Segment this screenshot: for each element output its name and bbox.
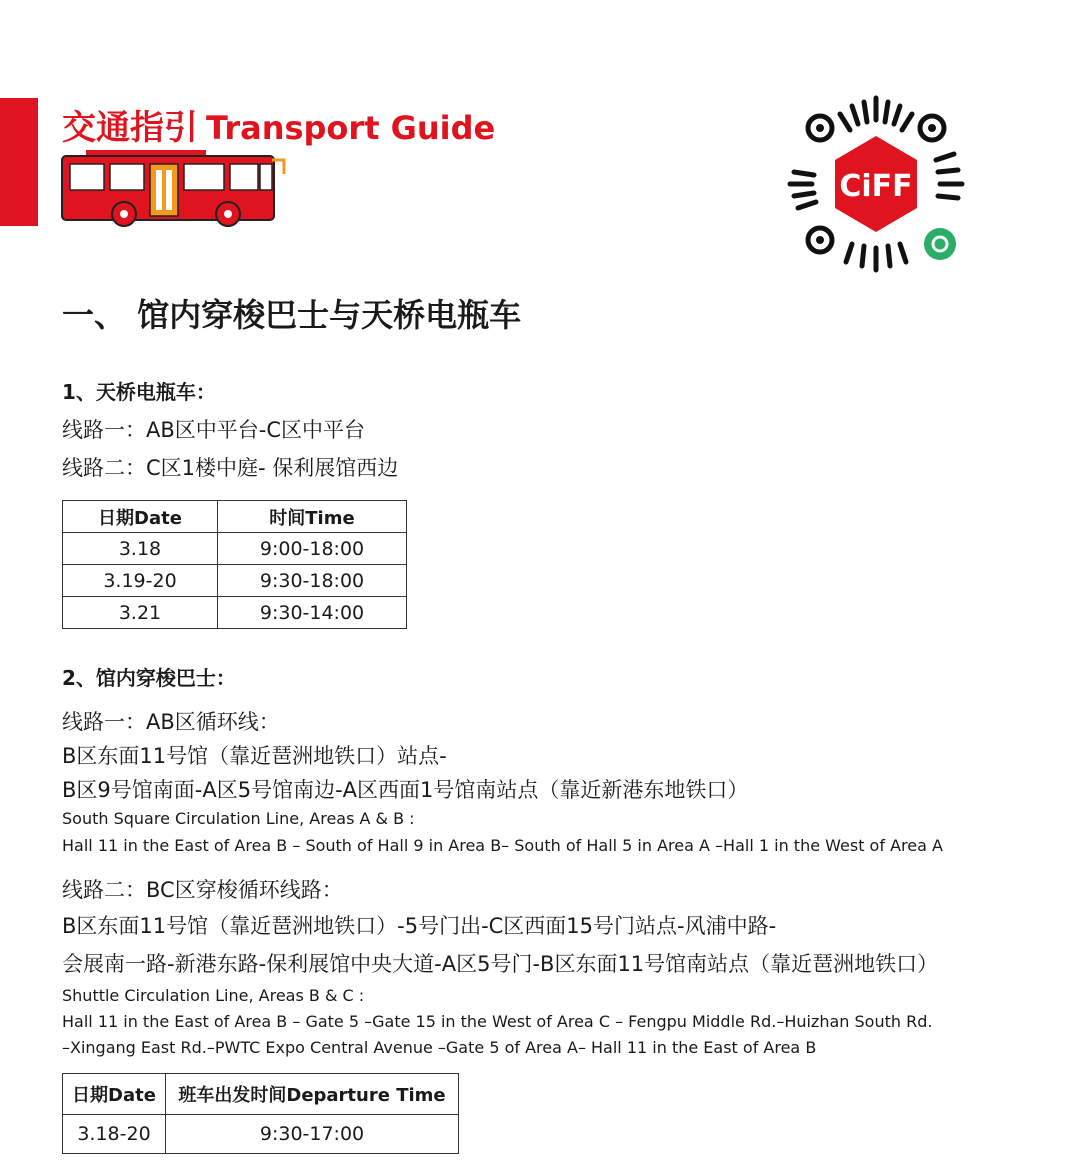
shuttle-route-1-line-1: B区东面11号馆（靠近琶洲地铁口）站点- [62, 744, 447, 768]
table-header-row [63, 1074, 459, 1115]
section-title: 一、 馆内穿梭巴士与天桥电瓶车 [62, 296, 522, 334]
title-cn: 交通指引 [62, 108, 198, 148]
shuttle-route-1-line-2: B区9号馆南面-A区5号馆南边-A区西面1号馆南站点（靠近新港东地铁口） [62, 778, 749, 802]
shuttle-route-2-en-line-1: Hall 11 in the East of Area B – Gate 5 –Gate 15 in the West of Area C – Fengpu Middle Rd.–Huizhan South Rd. [62, 1012, 933, 1031]
shuttle-route-1-en-line: Hall 11 in the East of Area B – South of Hall 9 in Area B– South of Hall 5 in Area A –Hall 1 in the West of Area A [62, 836, 943, 855]
table-cell: 3.19-20 [63, 565, 218, 597]
table-row [63, 1115, 459, 1154]
shuttle-route-1-en-title: South Square Circulation Line, Areas A & B : [62, 809, 415, 828]
table-row [63, 565, 407, 597]
shuttle-route-2-line-2: 会展南一路-新港东路-保利展馆中央大道-A区5号门-B区东面11号馆南站点（靠近琶洲地铁口） [62, 952, 939, 976]
bridge-cart-heading: 1、天桥电瓶车： [62, 380, 216, 404]
table-header-cell: 班车出发时间Departure Time [166, 1074, 459, 1115]
table-cell: 9:30-18:00 [218, 565, 407, 597]
table-cell: 9:30-17:00 [166, 1115, 459, 1154]
table-header-cell: 时间Time [218, 501, 407, 533]
shuttle-heading: 2、馆内穿梭巴士： [62, 666, 236, 690]
shuttle-route-2-title: 线路二：BC区穿梭循环线路： [62, 878, 343, 902]
cart-route-1: 线路一：AB区中平台-C区中平台 [62, 418, 366, 442]
red-accent-bar [0, 98, 38, 226]
shuttle-schedule-table [62, 1073, 459, 1154]
table-cell: 3.18 [63, 533, 218, 565]
table-cell: 3.21 [63, 597, 218, 629]
table-row [63, 597, 407, 629]
cart-schedule-table [62, 500, 407, 629]
cart-route-2: 线路二：C区1楼中庭- 保利展馆西边 [62, 456, 399, 480]
table-cell: 3.18-20 [63, 1115, 166, 1154]
shuttle-route-2-line-1: B区东面11号馆（靠近琶洲地铁口）-5号门出-C区西面15号门站点-风浦中路- [62, 914, 777, 938]
shuttle-route-2-en-line-2: –Xingang East Rd.–PWTC Expo Central Avenue –Gate 5 of Area A– Hall 11 in the East of Area B [62, 1038, 817, 1057]
shuttle-route-2-en-title: Shuttle Circulation Line, Areas B & C : [62, 986, 365, 1005]
bus-icon [58, 148, 288, 230]
shuttle-route-1-title: 线路一：AB区循环线： [62, 710, 280, 734]
qr-logo-text: CiFF [839, 169, 913, 204]
table-header-cell: 日期Date [63, 1074, 166, 1115]
title-en: Transport Guide [206, 109, 496, 147]
table-row [63, 533, 407, 565]
table-header-cell: 日期Date [63, 501, 218, 533]
page-title [62, 100, 495, 149]
qr-code-icon[interactable] [776, 84, 976, 284]
table-cell: 9:00-18:00 [218, 533, 407, 565]
table-header-row [63, 501, 407, 533]
table-cell: 9:30-14:00 [218, 597, 407, 629]
